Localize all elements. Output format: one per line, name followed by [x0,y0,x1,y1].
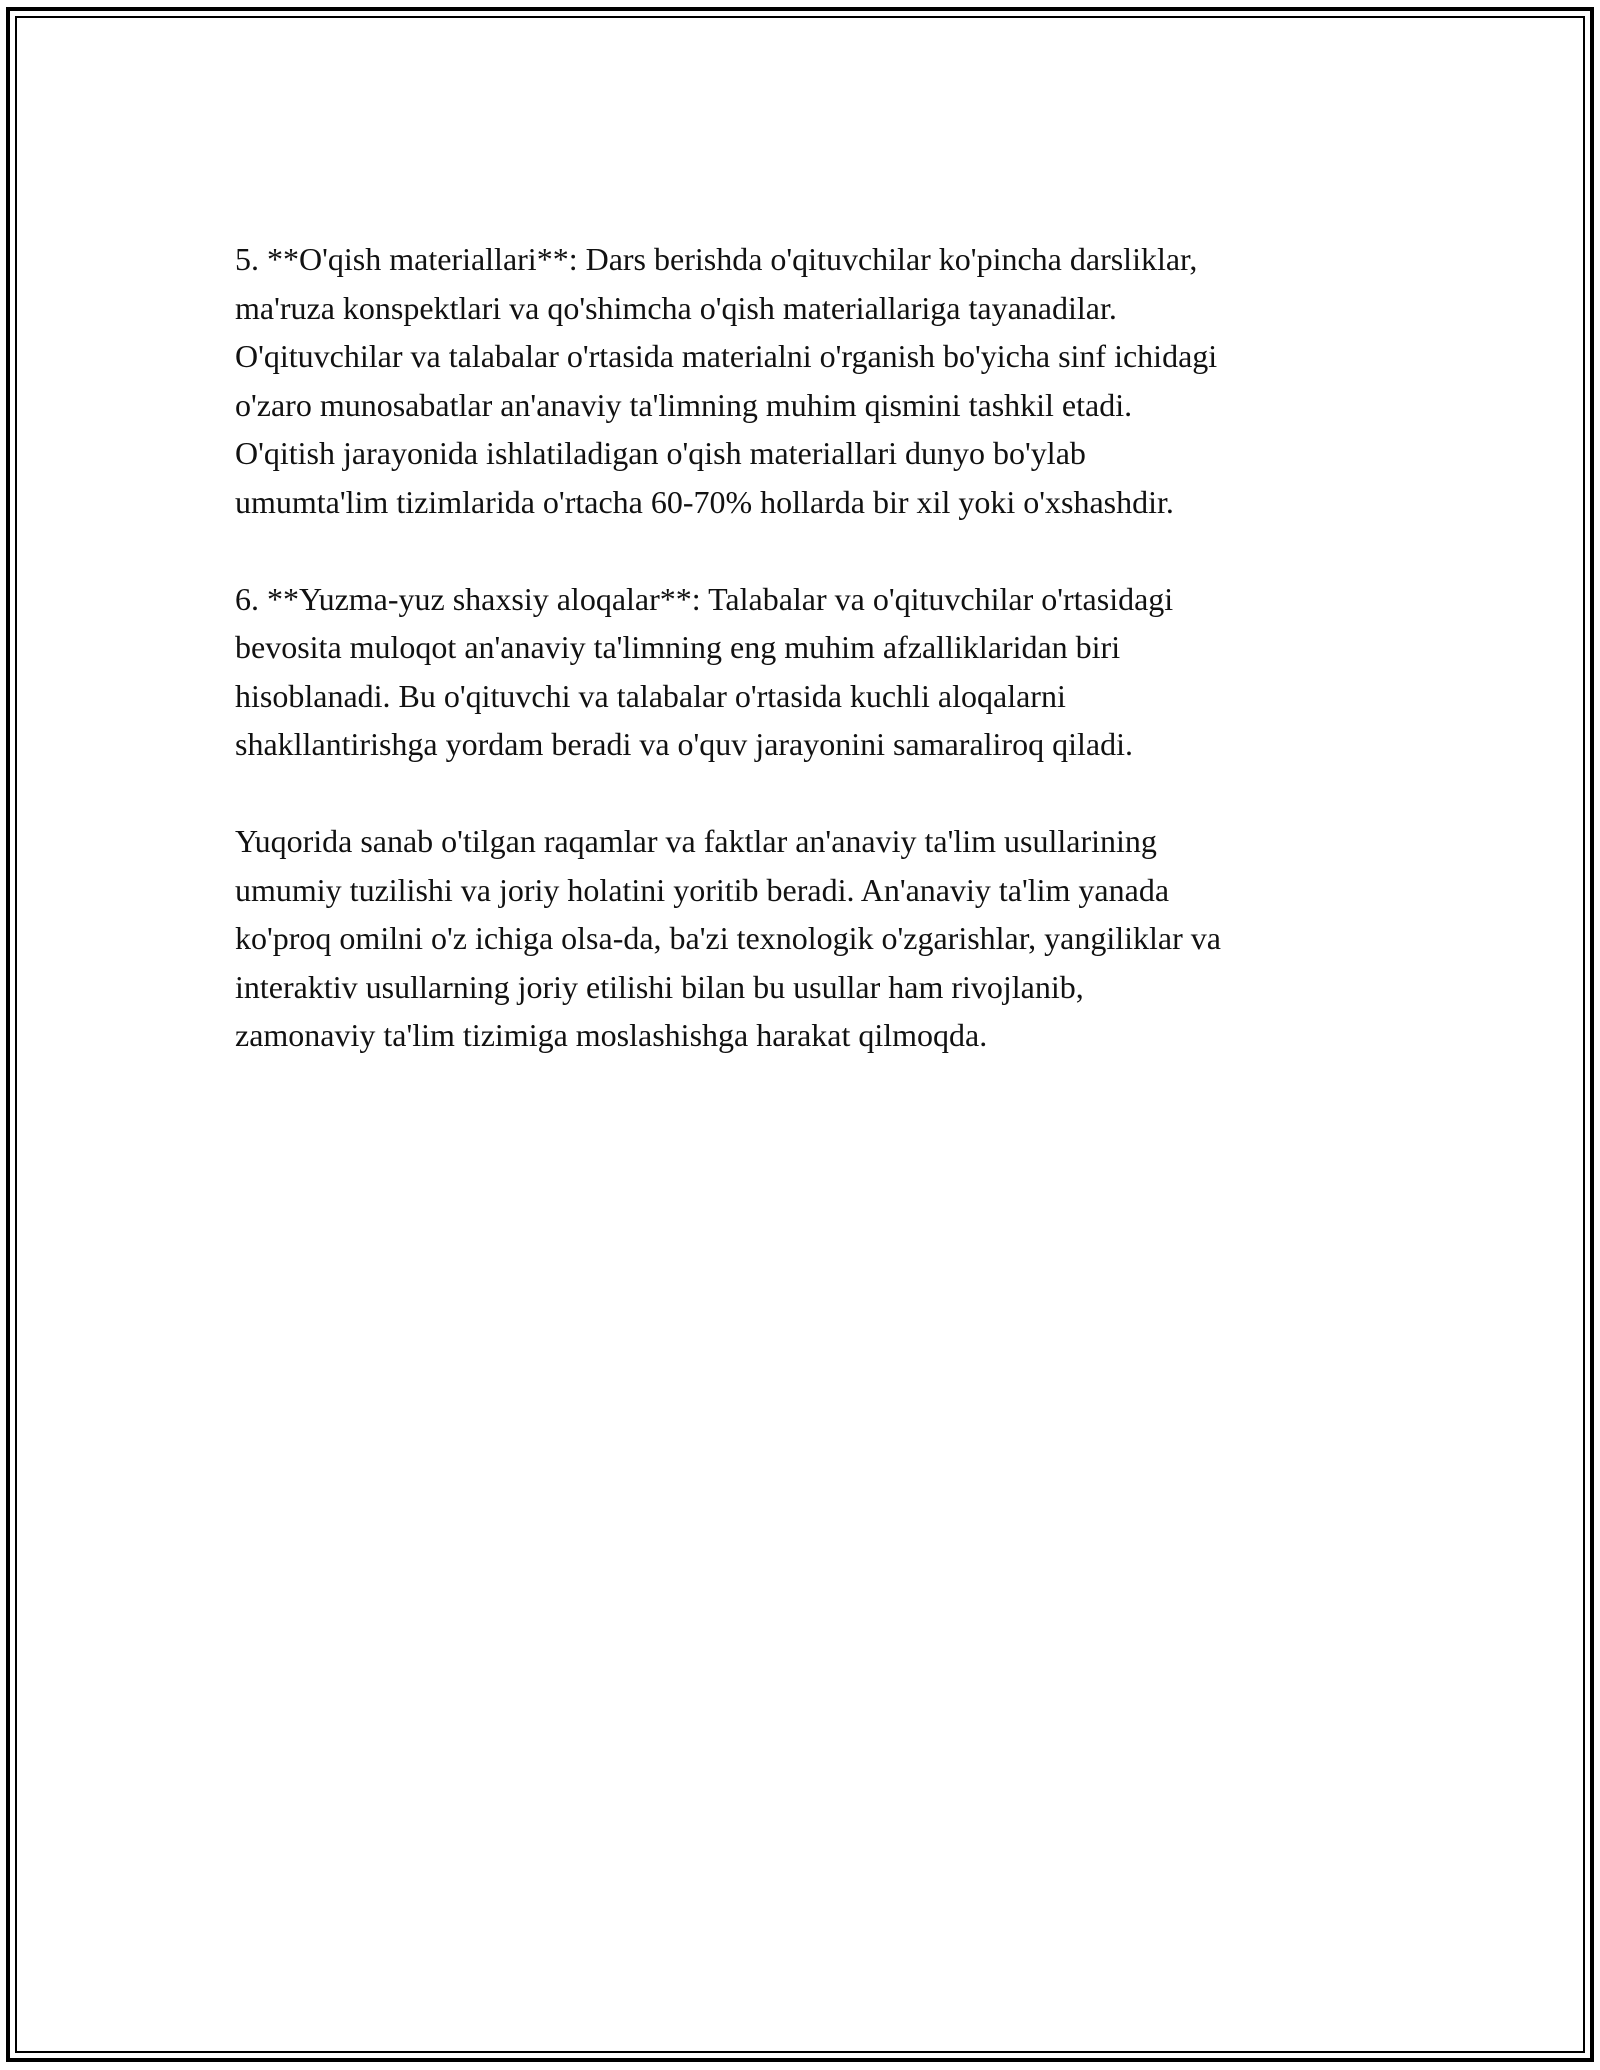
document-body [235,235,1385,1108]
paragraph-reading-materials: 5. **O'qish materiallari**: Dars berishda o'qituvchilar ko'pincha darsliklar, ma'ruza konspektlari va qo'shimcha o'qish materiallariga tayanadilar. O'qituvchilar va talabalar o'rtasida materialni o'rganish bo'yicha sinf ichidagi o'zaro munosabatlar an'anaviy ta'limning muhim qismini tashkil etadi. O'qitish jarayonida ishlatiladigan o'qish materiallari dunyo bo'ylab umumta'lim tizimlarida o'rtacha 60-70% hollarda bir xil yoki o'xshashdir. [235,241,1218,520]
paragraph-face-to-face-contacts: 6. **Yuzma-yuz shaxsiy aloqalar**: Talabalar va o'qituvchilar o'rtasidagi bevosita muloqot an'anaviy ta'limning eng muhim afzalliklaridan biri hisoblanadi. Bu o'qituvchi va talabalar o'rtasida kuchli aloqalarni shakllantirishga yordam beradi va o'quv jarayonini samaraliroq qiladi. [235,580,1174,762]
paragraph-conclusion: Yuqorida sanab o'tilgan raqamlar va faktlar an'anaviy ta'lim usullarining umumiy tuzilishi va joriy holatini yoritib beradi. An'anaviy ta'lim yanada ko'proq omilni o'z ichiga olsa-da, ba'zi texnologik o'zgarishlar, yangiliklar va interaktiv usullarning joriy etilishi bilan bu usullar ham rivojlanib, zamonaviy ta'lim tizimiga moslashishga harakat qilmoqda. [235,823,1221,1053]
